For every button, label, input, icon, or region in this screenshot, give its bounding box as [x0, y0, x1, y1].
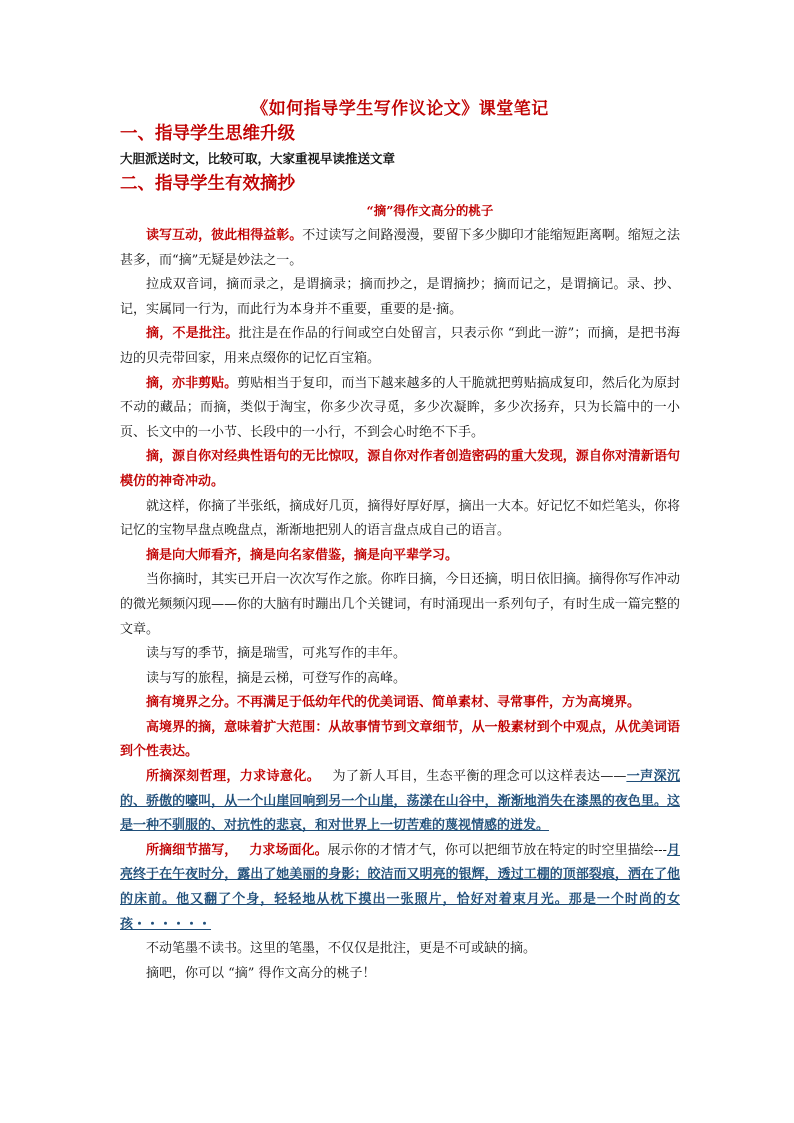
paragraph-1: [120, 224, 680, 273]
document-page: [120, 92, 680, 986]
paragraph-8: 当你摘时，其实已开启一次次写作之旅。你昨日摘，今日还摘，明日依旧摘。摘得你写作冲动的微光频频闪现——你的大脑有时蹦出几个关键词，有时涌现出一系列句子，有时生成一篇完整的文章。: [120, 572, 680, 637]
paragraph-15: 不动笔墨不读书。这里的笔墨，不仅仅是批注，更是不可或缺的摘。: [146, 941, 537, 957]
paragraph-14: [120, 839, 680, 937]
paragraph-body: 不过读写之间路漫漫，要留下多少脚印才能缩短距离啊。缩短之法甚多，而“摘”无疑是妙法之一。: [120, 228, 680, 268]
paragraph-2: 拉成双音词，摘而录之，是谓摘录；摘而抄之，是谓摘抄；摘而记之，是谓摘记。录、抄、记，实属同一行为，而此行为本身并不重要，重要的是·摘。: [120, 277, 680, 317]
paragraph-lead: 读写互动，彼此相得益彰。: [146, 228, 303, 243]
quote-text: 月亮终于在午夜时分，露出了她美丽的身影；皎洁而又明亮的银辉，透过工棚的顶部裂痕，洒在了他的床前。他又翻了个身，轻轻地从枕下摸出一张照片，恰好对着束月光。那是一个时尚的女孩・・・・・・: [120, 842, 680, 932]
paragraph-lead-2: 力求场面化。: [249, 842, 328, 858]
paragraph-body: 剪贴相当于复印，而当下越来越多的人干脆就把剪贴搞成复印，然后化为原封不动的藏品；而摘，类似于淘宝，你多少次寻觅，多少次凝眸，多少次扬弃，只为长篇中的一小页、长文中的一小节、长段中的一小行，不到会心时绝不下手。: [120, 375, 680, 440]
paragraph-body: 为了新人耳目，生态平衡的理念可以这样表达——: [332, 769, 627, 785]
paragraph-7: 摘是向大师看齐，摘是向名家借鉴，摘是向平辈学习。: [146, 547, 459, 563]
article-subtitle: “摘”得作文高分的桃子: [366, 203, 494, 218]
paragraph-4: [120, 372, 680, 446]
paragraph-12: 高境界的摘，意味着扩大范围：从故事情节到文章细节，从一般素材到个中观点，从优美词语到个性表达。: [120, 719, 680, 760]
quote-text: 一声深沉的、骄傲的嚎叫，从一个山崖回响到另一个山崖，荡漾在山谷中，渐渐地消失在漆黑的夜色里。这是一种不驯服的、对抗性的悲哀，和对世界上一切苦难的蔑视情感的迸发。: [120, 769, 680, 834]
section-1-text: 大胆派送时文，比较可取，大家重视早读推送文章: [120, 151, 396, 166]
paragraph-6: 就这样，你摘了半张纸，摘成好几页，摘得好厚好厚，摘出一大本。好记忆不如烂笔头，你将记忆的宝物早盘点晚盘点，渐渐地把别人的语言盘点成自己的语言。: [120, 498, 680, 539]
paragraph-10: 读与写的旅程，摘是云梯，可登写作的高峰。: [146, 670, 407, 686]
paragraph-3: [120, 322, 680, 371]
paragraph-lead: 所摘深刻哲理，力求诗意化。: [146, 769, 321, 785]
paragraph-body: 展示你的才情才气，你可以把细节放在特定的时空里描绘---: [327, 842, 667, 858]
paragraph-11: 摘有境界之分。不再满足于低幼年代的优美词语、简单素材、寻常事件，方为高境界。: [146, 695, 641, 711]
paragraph-13: [120, 765, 680, 839]
section-heading-2: 二、指导学生有效摘抄: [120, 174, 295, 194]
paragraph-16: 摘吧，你可以 “摘” 得作文高分的桃子！: [146, 965, 376, 981]
paragraph-lead: 摘，亦非剪贴。: [146, 375, 238, 391]
document-title: 《如何指导学生写作议论文》课堂笔记: [251, 99, 549, 119]
paragraph-lead: 所摘细节描写，: [146, 842, 238, 858]
paragraph-5: 摘，源自你对经典性语句的无比惊叹，源自你对作者创造密码的重大发现，源自你对清新语句模仿的神奇冲动。: [120, 449, 680, 489]
paragraph-lead: 摘，不是批注。: [146, 326, 239, 342]
section-heading-1: 一、指导学生思维升级: [120, 124, 295, 144]
paragraph-body: 批注是在作品的行间或空白处留言，只表示你 “到此一游”；而摘，是把书海边的贝壳带回家，用来点缀你的记忆百宝箱。: [120, 326, 680, 366]
paragraph-9: 读与写的季节，摘是瑞雪，可兆写作的丰年。: [146, 646, 407, 662]
